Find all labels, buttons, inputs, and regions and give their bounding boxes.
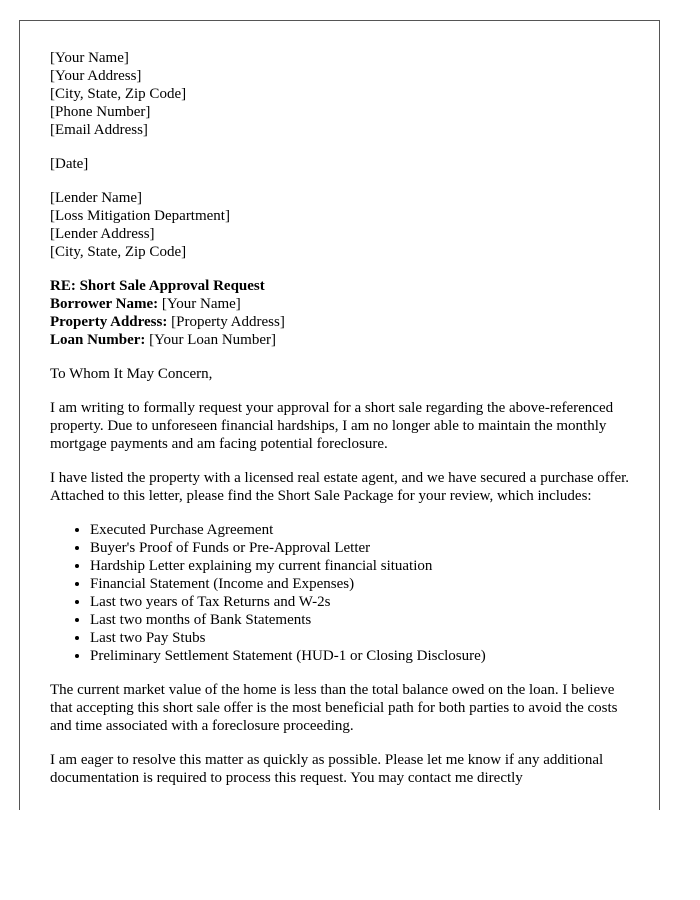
- lender-city-state-zip: [City, State, Zip Code]: [50, 244, 187, 260]
- letter-page: [19, 20, 660, 810]
- loan-line: [50, 331, 636, 349]
- list-item: • Last two Pay Stubs: [90, 629, 636, 647]
- list-item: • Preliminary Settlement Statement (HUD-1 or Closing Disclosure): [90, 647, 636, 665]
- paragraph-package-intro: I have listed the property with a licensed real estate agent, and we have secured a purchase offer. Attached to this letter, please find the Short Sale Package for your review, which includes:: [50, 470, 630, 504]
- lender-address: [Lender Address]: [50, 226, 155, 242]
- property-line: [50, 313, 636, 331]
- re-block: [50, 277, 636, 349]
- sender-address: [Your Address]: [50, 68, 142, 84]
- sender-block: [50, 49, 636, 139]
- property-value: [Property Address]: [167, 314, 285, 330]
- borrower-line: [50, 295, 636, 313]
- re-subject-text: RE: Short Sale Approval Request: [50, 278, 265, 294]
- package-list: [50, 521, 636, 665]
- property-label: Property Address:: [50, 314, 168, 330]
- list-item: • Buyer's Proof of Funds or Pre-Approval Letter: [90, 539, 636, 557]
- sender-city-state-zip: [City, State, Zip Code]: [50, 86, 187, 102]
- lender-department: [Loss Mitigation Department]: [50, 208, 230, 224]
- list-item: • Last two months of Bank Statements: [90, 611, 636, 629]
- lender-name: [Lender Name]: [50, 190, 143, 206]
- list-item: • Financial Statement (Income and Expenses): [90, 575, 636, 593]
- list-item: • Executed Purchase Agreement: [90, 521, 636, 539]
- sender-name: [Your Name]: [50, 50, 129, 66]
- letter-content: [50, 49, 636, 803]
- date-block: [50, 155, 636, 173]
- sender-email: [Email Address]: [50, 122, 148, 138]
- borrower-label: Borrower Name:: [50, 296, 159, 312]
- list-item: • Last two years of Tax Returns and W-2s: [90, 593, 636, 611]
- sender-phone: [Phone Number]: [50, 104, 151, 120]
- paragraph-request: I am writing to formally request your approval for a short sale regarding the above-referenced property. Due to unforeseen financial hardships, I am no longer able to maintain the monthly mortgage payments and am facing potential foreclosure.: [50, 400, 614, 452]
- letter-date: [Date]: [50, 156, 89, 172]
- list-item: • Hardship Letter explaining my current financial situation: [90, 557, 636, 575]
- paragraph-market-value: The current market value of the home is less than the total balance owed on the loan. I believe that accepting this short sale offer is the most beneficial path for both parties to avoid the costs and time associated with a foreclosure proceeding.: [50, 682, 618, 734]
- recipient-block: [50, 189, 636, 261]
- salutation: To Whom It May Concern,: [50, 366, 213, 382]
- loan-value: [Your Loan Number]: [145, 332, 276, 348]
- borrower-value: [Your Name]: [158, 296, 241, 312]
- loan-label: Loan Number:: [50, 332, 146, 348]
- re-subject: [50, 277, 636, 295]
- paragraph-closing: I am eager to resolve this matter as quickly as possible. Please let me know if any additional documentation is required to process this request. You may contact me directly: [50, 752, 604, 786]
